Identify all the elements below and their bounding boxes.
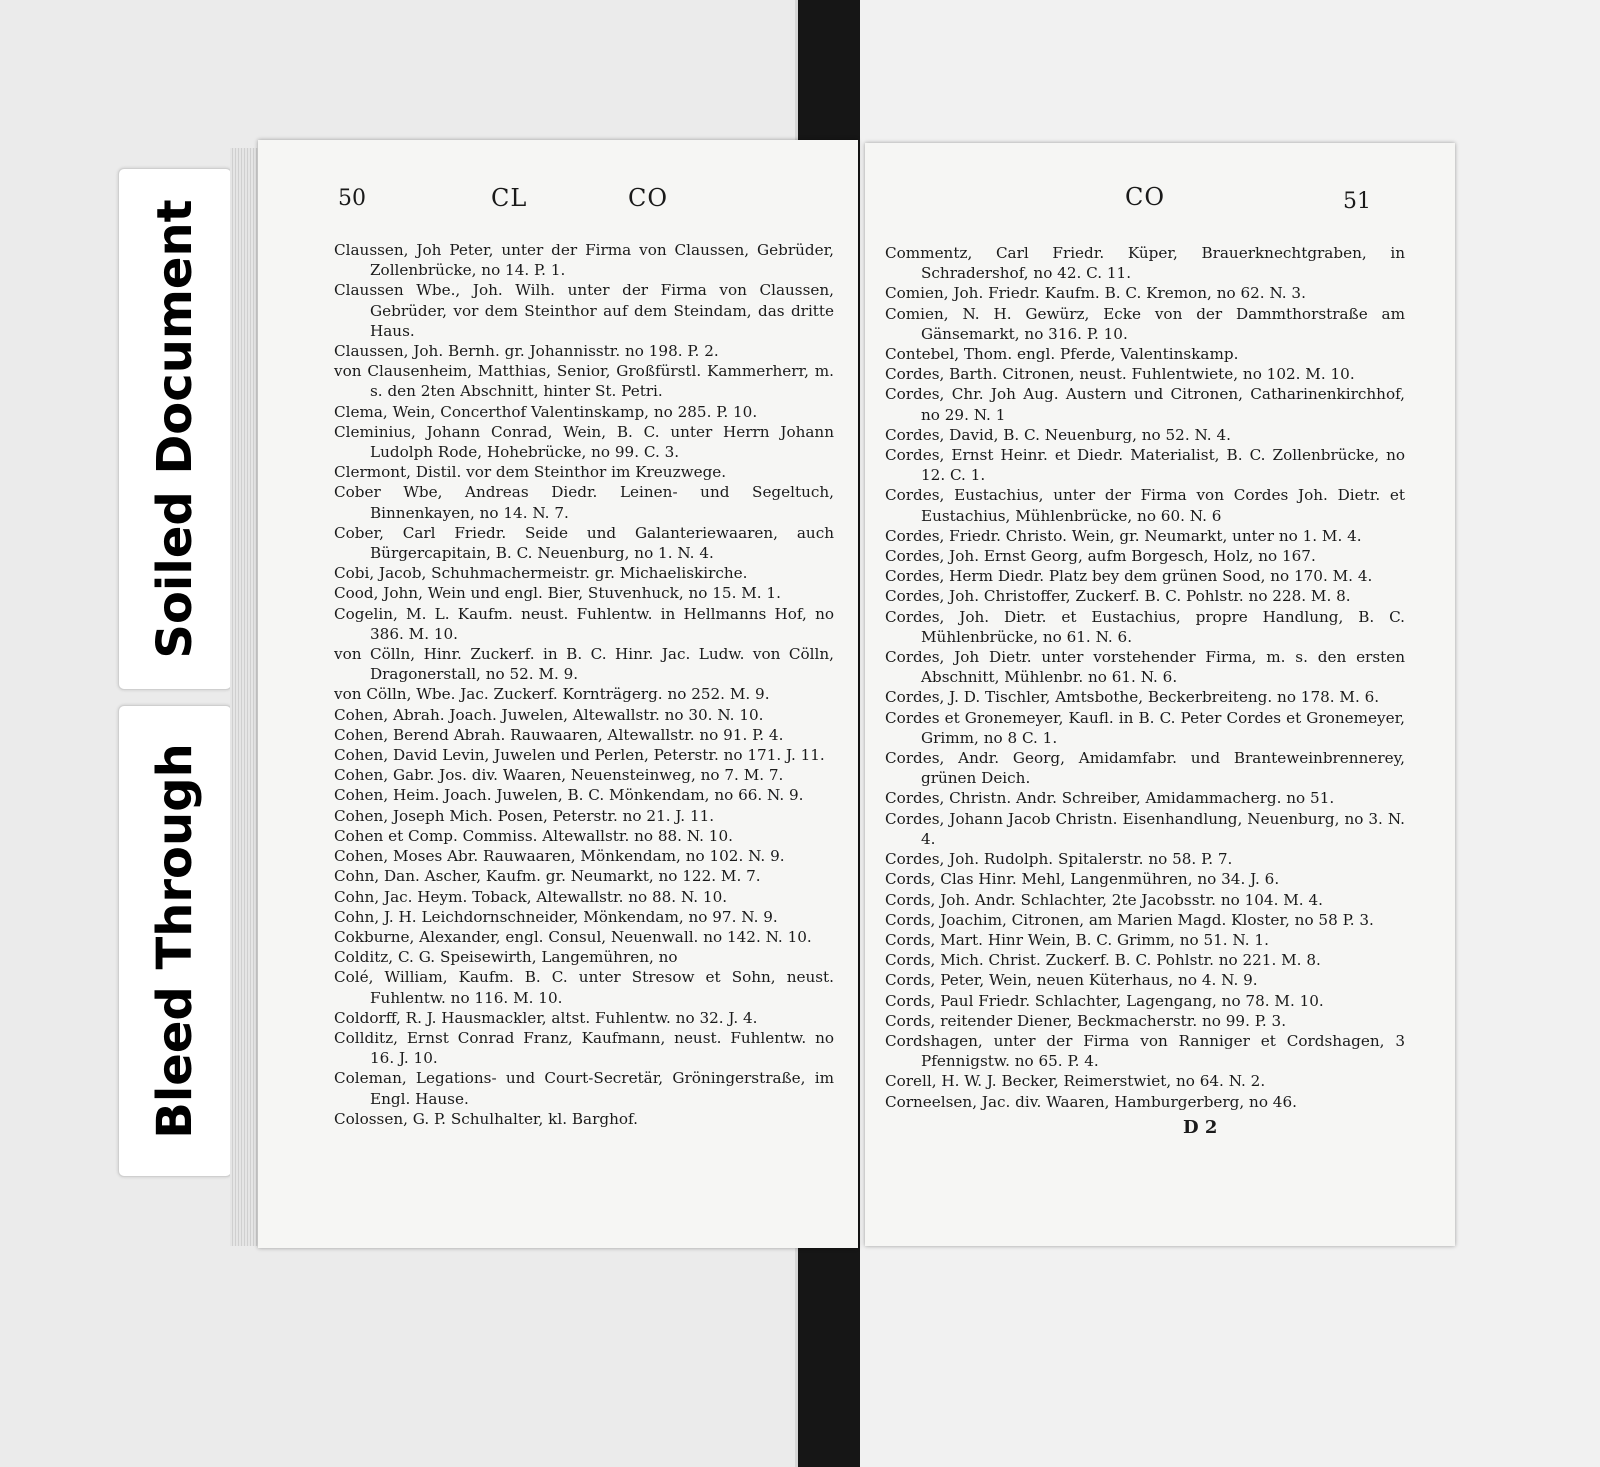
directory-entry: Cordes, Christn. Andr. Schreiber, Amidammacherg. no 51. (885, 789, 1335, 808)
directory-entry: Cohen, Abrah. Joach. Juwelen, Altewallstr. no 30. N. 10. (334, 705, 764, 724)
directory-entry: Clema, Wein, Concerthof Valentinskamp, no 285. P. 10. (334, 402, 758, 421)
directory-entry: von Cölln, Wbe. Jac. Zuckerf. Kornträgerg. no 252. M. 9. (334, 685, 770, 704)
directory-entry: Cordes, Andr. Georg, Amidamfabr. und Branteweinbrennerey, grünen Deich. (885, 749, 1405, 788)
bleed-through-label (118, 705, 232, 1177)
directory-entry: Cobi, Jacob, Schuhmachermeistr. gr. Michaeliskirche. (334, 564, 748, 583)
directory-entry: Cordes, Johann Jacob Christn. Eisenhandlung, Neuenburg, no 3. N. 4. (885, 809, 1405, 848)
directory-entry: Colé, William, Kaufm. B. C. unter Stresow et Sohn, neust. Fuhlentw. no 116. M. 10. (334, 968, 834, 1007)
directory-entry: Cords, Mart. Hinr Wein, B. C. Grimm, no 51. N. 1. (885, 930, 1269, 949)
directory-entry: Cords, Mich. Christ. Zuckerf. B. C. Pohlstr. no 221. M. 8. (885, 951, 1321, 970)
directory-entry: Corneelsen, Jac. div. Waaren, Hamburgerberg, no 46. (885, 1092, 1297, 1111)
directory-entry: Coldorff, R. J. Hausmackler, altst. Fuhlentw. no 32. J. 4. (334, 1008, 758, 1027)
directory-entry: von Cölln, Hinr. Zuckerf. in B. C. Hinr. Jac. Ludw. von Cölln, Dragonerstall, no 52. M. 9. (334, 645, 834, 684)
directory-entry: Cordes, J. D. Tischler, Amtsbothe, Beckerbreiteng. no 178. M. 6. (885, 688, 1380, 707)
running-head-co: CO (628, 184, 669, 212)
directory-entry: Cogelin, M. L. Kaufm. neust. Fuhlentw. in Hellmanns Hof, no 386. M. 10. (334, 604, 834, 643)
directory-entry: Cleminius, Johann Conrad, Wein, B. C. unter Herrn Johann Ludolph Rode, Hohebrücke, no 99. C. 3. (334, 422, 834, 462)
directory-entry: Commentz, Carl Friedr. Küper, Brauerknechtgraben, in Schradershof, no 42. C. 11. (885, 244, 1405, 283)
directory-entry: Cordes, Joh. Rudolph. Spitalerstr. no 58. P. 7. (885, 850, 1233, 869)
directory-entry: Claussen Wbe., Joh. Wilh. unter der Firma von Claussen, Gebrüder, vor dem Steinthor auf dem Steindam, das dritte Haus. (334, 281, 834, 340)
directory-entry: Cordes, Joh. Christoffer, Zuckerf. B. C. Pohlstr. no 228. M. 8. (885, 587, 1351, 606)
directory-entry: Cordes, Joh Dietr. unter vorstehender Firma, m. s. den ersten Abschnitt, Mühlenbr. no 61. N. 6. (885, 648, 1405, 687)
directory-entry: Comien, N. H. Gewürz, Ecke von der Dammthorstraße am Gänsemarkt, no 316. P. 10. (885, 304, 1405, 343)
directory-entry: von Clausenheim, Matthias, Senior, Großfürstl. Kammerherr, m. s. den 2ten Abschnitt, hinter St. Petri. (334, 362, 834, 401)
directory-entry: Cohn, Jac. Heym. Toback, Altewallstr. no 88. N. 10. (334, 887, 728, 906)
directory-entry: Cohen, Berend Abrah. Rauwaaren, Altewallstr. no 91. P. 4. (334, 725, 784, 744)
directory-entry: Contebel, Thom. engl. Pferde, Valentinskamp. (885, 345, 1239, 364)
directory-entry: Cords, Peter, Wein, neuen Küterhaus, no 4. N. 9. (885, 971, 1258, 990)
bleed-through-text: Bleed Through (147, 743, 203, 1139)
directory-entry: Cohen, Heim. Joach. Juwelen, B. C. Mönkendam, no 66. N. 9. (334, 786, 804, 805)
soiled-document-text: Soiled Document (147, 199, 203, 659)
directory-entry: Cordes, David, B. C. Neuenburg, no 52. N. 4. (885, 425, 1231, 444)
directory-entry: Cohn, J. H. Leichdornschneider, Mönkendam, no 97. N. 9. (334, 907, 778, 926)
directory-entry: Colditz, C. G. Speisewirth, Langemühren, no (334, 948, 678, 967)
directory-entry: Cordshagen, unter der Firma von Ranniger et Cordshagen, 3 Pfennigstw. no 65. P. 4. (885, 1031, 1405, 1071)
directory-entry: Cordes, Joh. Ernst Georg, aufm Borgesch, Holz, no 167. (885, 547, 1316, 566)
directory-entry: Cords, Clas Hinr. Mehl, Langenmühren, no 34. J. 6. (885, 870, 1280, 889)
directory-entry: Cober Wbe, Andreas Diedr. Leinen- und Segeltuch, Binnenkayen, no 14. N. 7. (334, 483, 834, 522)
directory-entry: Cohn, Dan. Ascher, Kaufm. gr. Neumarkt, no 122. M. 7. (334, 867, 761, 886)
directory-entry: Cordes, Joh. Dietr. et Eustachius, propre Handlung, B. C. Mühlenbrücke, no 61. N. 6. (885, 607, 1405, 646)
directory-entry: Cohen, Joseph Mich. Posen, Peterstr. no 21. J. 11. (334, 806, 715, 825)
directory-entry: Collditz, Ernst Conrad Franz, Kaufmann, neust. Fuhlentw. no 16. J. 10. (334, 1028, 834, 1068)
directory-entry: Cohen, Moses Abr. Rauwaaren, Mönkendam, no 102. N. 9. (334, 847, 785, 866)
directory-entry: Cohen, David Levin, Juwelen und Perlen, Peterstr. no 171. J. 11. (334, 746, 825, 765)
directory-entry: Cokburne, Alexander, engl. Consul, Neuenwall. no 142. N. 10. (334, 927, 812, 946)
directory-entry: Colossen, G. P. Schulhalter, kl. Barghof. (334, 1109, 638, 1128)
catchword: D 2 (1183, 1117, 1218, 1138)
directory-entry: Corell, H. W. J. Becker, Reimerstwiet, no 64. N. 2. (885, 1072, 1266, 1091)
directory-entry: Claussen, Joh. Bernh. gr. Johannisstr. no 198. P. 2. (334, 342, 719, 361)
directory-entry: Cordes, Friedr. Christo. Wein, gr. Neumarkt, unter no 1. M. 4. (885, 526, 1362, 545)
page-number: 50 (338, 186, 366, 211)
directory-entry: Cordes, Ernst Heinr. et Diedr. Materialist, B. C. Zollenbrücke, no 12. C. 1. (885, 446, 1405, 485)
directory-entry: Cordes, Herm Diedr. Platz bey dem grünen Sood, no 170. M. 4. (885, 567, 1373, 586)
directory-entry: Cohen et Comp. Commiss. Altewallstr. no 88. N. 10. (334, 826, 733, 845)
directory-entry: Cords, reitender Diener, Beckmacherstr. no 99. P. 3. (885, 1011, 1287, 1030)
directory-entries (885, 243, 1405, 1112)
directory-entry: Cood, John, Wein und engl. Bier, Stuvenhuck, no 15. M. 1. (334, 584, 781, 603)
directory-entry: Cordes, Eustachius, unter der Firma von Cordes Joh. Dietr. et Eustachius, Mühlenbrücke, no 60. N. 6 (885, 486, 1405, 525)
running-head-co: CO (1125, 183, 1166, 211)
directory-entries (334, 240, 834, 1129)
left-page (258, 140, 858, 1248)
directory-entry: Cords, Joh. Andr. Schlachter, 2te Jacobsstr. no 104. M. 4. (885, 890, 1323, 909)
directory-entry: Cober, Carl Friedr. Seide und Galanteriewaaren, auch Bürgercapitain, B. C. Neuenburg, no 1. N. 4. (334, 523, 834, 563)
page-number: 51 (1343, 189, 1371, 214)
directory-entry: Coleman, Legations- und Court-Secretär, Gröningerstraße, im Engl. Hause. (334, 1069, 834, 1108)
directory-entry: Clermont, Distil. vor dem Steinthor im Kreuzwege. (334, 463, 727, 482)
soiled-document-label (118, 168, 232, 690)
directory-entry: Cordes, Barth. Citronen, neust. Fuhlentwiete, no 102. M. 10. (885, 365, 1355, 384)
directory-entry: Claussen, Joh Peter, unter der Firma von Claussen, Gebrüder, Zollenbrücke, no 14. P. 1. (334, 241, 834, 280)
directory-entry: Cohen, Gabr. Jos. div. Waaren, Neuensteinweg, no 7. M. 7. (334, 766, 784, 785)
running-head-cl: CL (491, 184, 528, 212)
directory-entry: Comien, Joh. Friedr. Kaufm. B. C. Kremon, no 62. N. 3. (885, 284, 1306, 303)
directory-entry: Cordes et Gronemeyer, Kaufl. in B. C. Peter Cordes et Gronemeyer, Grimm, no 8 C. 1. (885, 708, 1405, 747)
right-page (865, 143, 1455, 1246)
directory-entry: Cordes, Chr. Joh Aug. Austern und Citronen, Catharinenkirchhof, no 29. N. 1 (885, 385, 1405, 424)
directory-entry: Cords, Paul Friedr. Schlachter, Lagengang, no 78. M. 10. (885, 991, 1324, 1010)
directory-entry: Cords, Joachim, Citronen, am Marien Magd. Kloster, no 58 P. 3. (885, 910, 1374, 929)
